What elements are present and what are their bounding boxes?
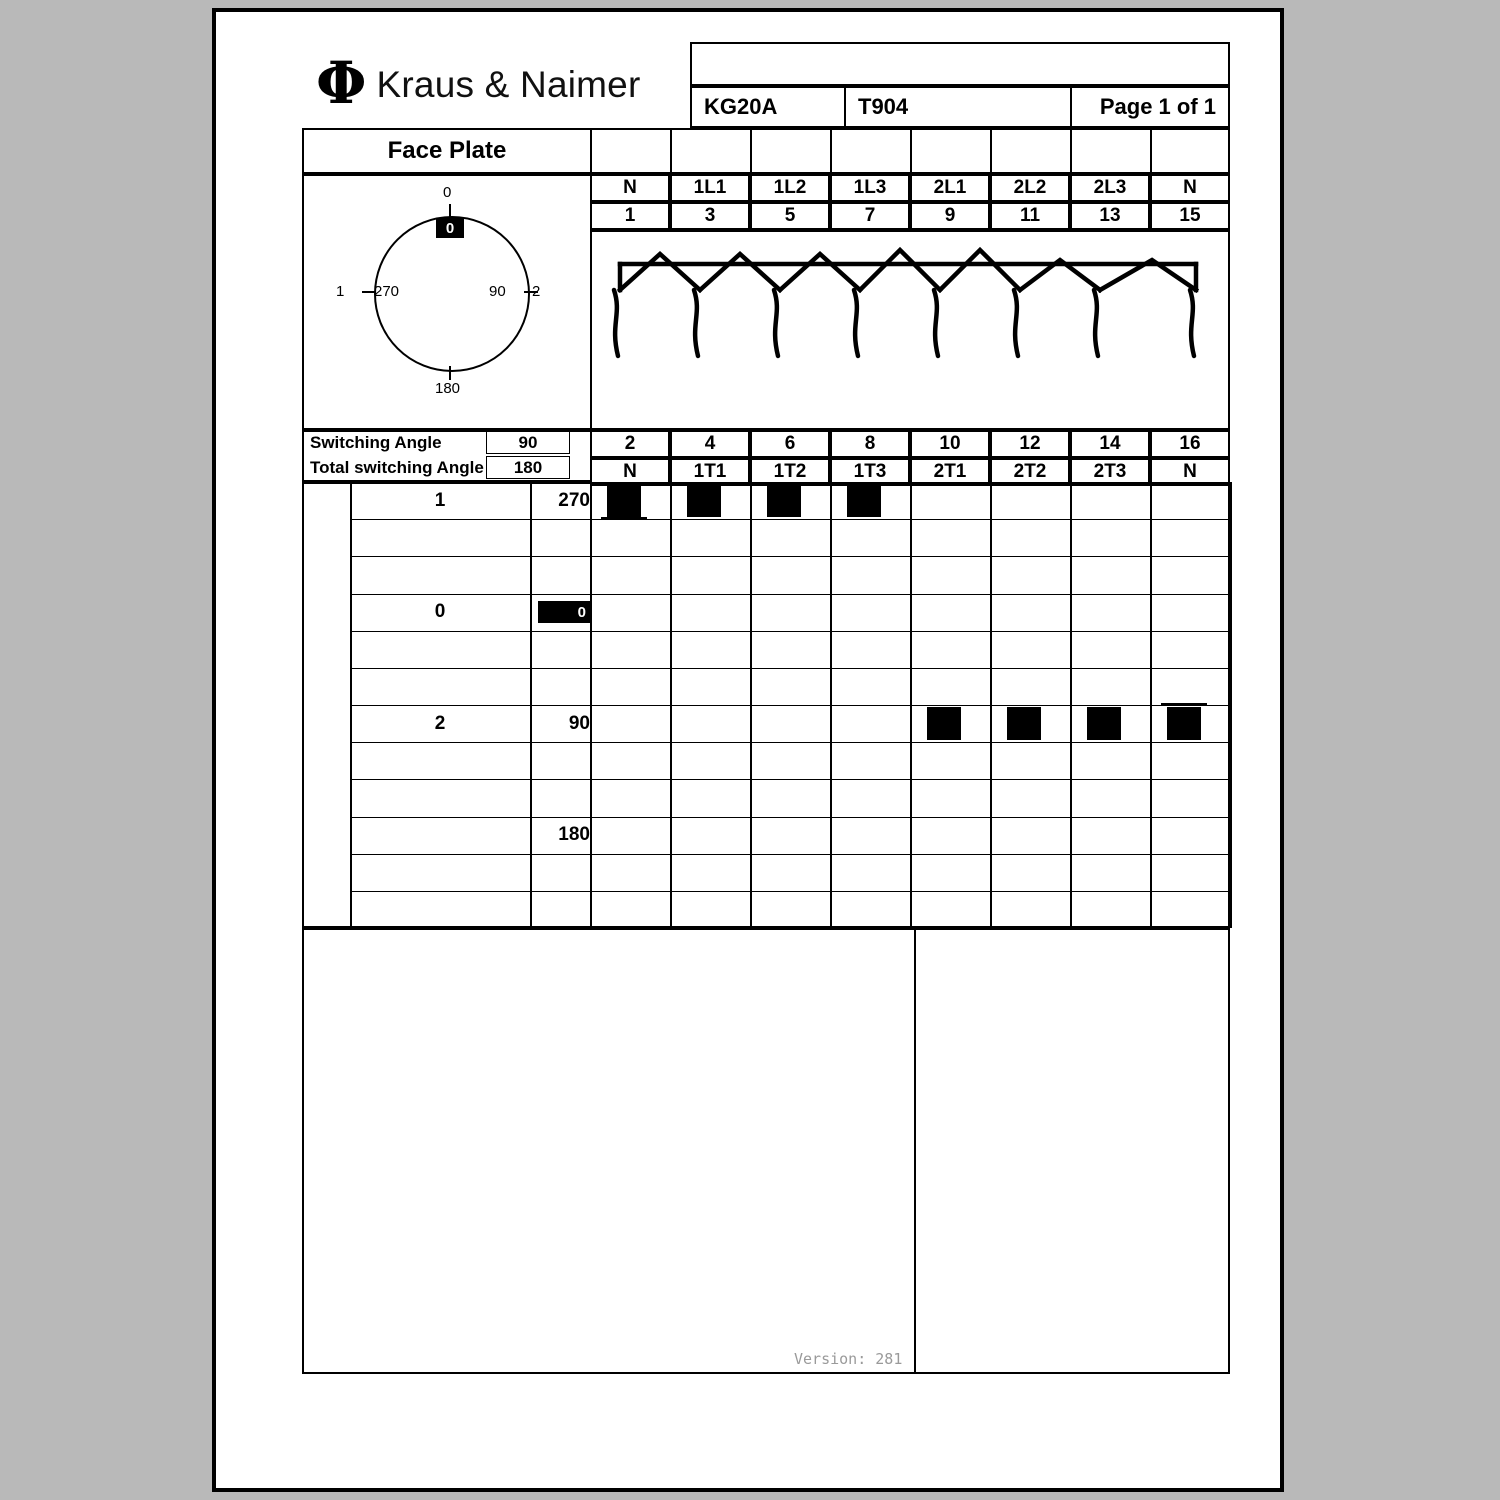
contact-closed-bar-r6-c5	[1007, 707, 1041, 740]
contact-closed-bar-r0-c3	[847, 484, 881, 517]
terminal-name-bottom-6: 2T3	[1070, 458, 1150, 486]
terminal-name-top-4: 2L1	[910, 174, 990, 202]
model-cell	[690, 86, 846, 128]
contact-position-label-3: 0	[434, 601, 446, 623]
contact-angle-6: 90	[568, 712, 590, 734]
contact-closed-bar-r6-c6	[1087, 707, 1121, 740]
contact-position-label-7	[350, 742, 530, 779]
brand-name: Kraus & Naimer	[376, 64, 641, 105]
contact-position-label-4	[350, 631, 530, 668]
version-label: Version: 281	[794, 1350, 903, 1368]
header-info-row	[690, 86, 1230, 128]
terminal-name-top-1: 1L1	[670, 174, 750, 202]
dial-label-left-outer: 1	[336, 283, 345, 300]
contact-closed-bar-r0-c2	[767, 484, 801, 517]
contact-bar-tick-r6-c7	[1161, 703, 1207, 706]
terminal-number-top-0: 1	[590, 202, 670, 230]
contact-closed-bar-r6-c7	[1167, 707, 1201, 740]
diagram-value: T904	[858, 94, 909, 119]
dial-label-bottom: 180	[435, 380, 461, 397]
contact-position-label-9	[350, 817, 530, 854]
model-value: KG20A	[704, 94, 778, 119]
contact-position-label-5	[350, 668, 530, 705]
terminal-number-top-4: 9	[910, 202, 990, 230]
page-cell	[1070, 86, 1230, 128]
terminal-blank-divider-4	[910, 128, 912, 174]
terminal-number-bottom-1: 4	[670, 430, 750, 458]
dial-label-right-outer: 2	[532, 283, 541, 300]
terminal-name-top-5: 2L2	[990, 174, 1070, 202]
contact-closed-bar-r6-c4	[927, 707, 961, 740]
terminal-name-top-3: 1L3	[830, 174, 910, 202]
terminal-blank-divider-7	[1150, 128, 1152, 174]
contact-angle-flag-3: 0	[538, 601, 592, 623]
contact-table	[302, 482, 1230, 928]
phi-icon: Φ	[316, 49, 367, 117]
terminal-name-bottom-4: 2T1	[910, 458, 990, 486]
terminal-name-top-7: N	[1150, 174, 1230, 202]
drawing-frame	[302, 34, 1230, 1374]
contact-angle-9: 180	[558, 824, 590, 846]
dial-label-right-inner: 90	[489, 283, 506, 300]
terminal-name-bottom-1: 1T1	[670, 458, 750, 486]
contact-position-label-0: 1	[434, 489, 446, 511]
notes-right-panel	[914, 928, 1230, 1374]
terminal-name-top-0: N	[590, 174, 670, 202]
contact-col-line-8	[1230, 482, 1232, 928]
terminal-number-top-6: 13	[1070, 202, 1150, 230]
terminal-blank-divider-5	[990, 128, 992, 174]
total-switching-angle-label: Total switching Angle	[310, 457, 484, 477]
terminal-name-bottom-5: 2T2	[990, 458, 1070, 486]
contact-position-label-2	[350, 556, 530, 593]
terminal-name-bottom-3: 1T3	[830, 458, 910, 486]
terminal-number-bottom-2: 6	[750, 430, 830, 458]
terminal-number-top-2: 5	[750, 202, 830, 230]
contact-closed-bar-r0-c1	[687, 484, 721, 517]
total-switching-angle-value: 180	[486, 456, 570, 479]
contact-position-label-8	[350, 779, 530, 816]
terminal-name-top-2: 1L2	[750, 174, 830, 202]
dial-label-left-inner: 270	[374, 283, 400, 300]
page-value: Page 1 of 1	[1099, 94, 1216, 119]
dial-tick-top	[449, 204, 451, 218]
faceplate-diagram	[302, 174, 592, 430]
brand-logo	[302, 42, 684, 128]
terminal-number-bottom-7: 16	[1150, 430, 1230, 458]
terminal-name-bottom-7: N	[1150, 458, 1230, 486]
terminal-number-bottom-0: 2	[590, 430, 670, 458]
wiring-diagram-svg	[592, 232, 1228, 428]
terminal-number-top-3: 7	[830, 202, 910, 230]
dial-position-marker: 0	[436, 218, 464, 238]
terminal-blank-divider-1	[670, 128, 672, 174]
switching-angle-value: 90	[486, 431, 570, 454]
contact-closed-bar-r0-c0	[607, 484, 641, 517]
contact-position-label-10	[350, 854, 530, 891]
switching-angle-label: Switching Angle	[310, 432, 442, 452]
terminal-blank-divider-3	[830, 128, 832, 174]
diagram-cell	[844, 86, 1072, 128]
terminal-name-bottom-0: N	[590, 458, 670, 486]
terminal-number-bottom-4: 10	[910, 430, 990, 458]
terminal-number-top-5: 11	[990, 202, 1070, 230]
terminal-grid	[590, 128, 1230, 482]
contact-position-label-11	[350, 891, 530, 928]
terminal-number-bottom-5: 12	[990, 430, 1070, 458]
dial-tick-bottom	[449, 366, 451, 380]
terminal-blank-divider-2	[750, 128, 752, 174]
drawing-sheet	[212, 8, 1284, 1492]
contact-angle-0: 270	[558, 489, 590, 511]
terminal-number-bottom-6: 14	[1070, 430, 1150, 458]
faceplate-title	[302, 128, 592, 174]
terminal-number-top-1: 3	[670, 202, 750, 230]
terminal-blank-divider-6	[1070, 128, 1072, 174]
contact-position-label-6: 2	[434, 712, 446, 734]
contact-position-label-1	[350, 519, 530, 556]
switching-angle-frame	[302, 430, 592, 482]
terminal-number-bottom-3: 8	[830, 430, 910, 458]
terminal-number-top-7: 15	[1150, 202, 1230, 230]
wiring-diagram-box	[590, 230, 1230, 430]
terminal-name-top-6: 2L3	[1070, 174, 1150, 202]
header-title-box	[690, 42, 1230, 86]
dial-label-top: 0	[443, 184, 452, 201]
faceplate-title-text: Face Plate	[387, 137, 507, 164]
terminal-name-bottom-2: 1T2	[750, 458, 830, 486]
